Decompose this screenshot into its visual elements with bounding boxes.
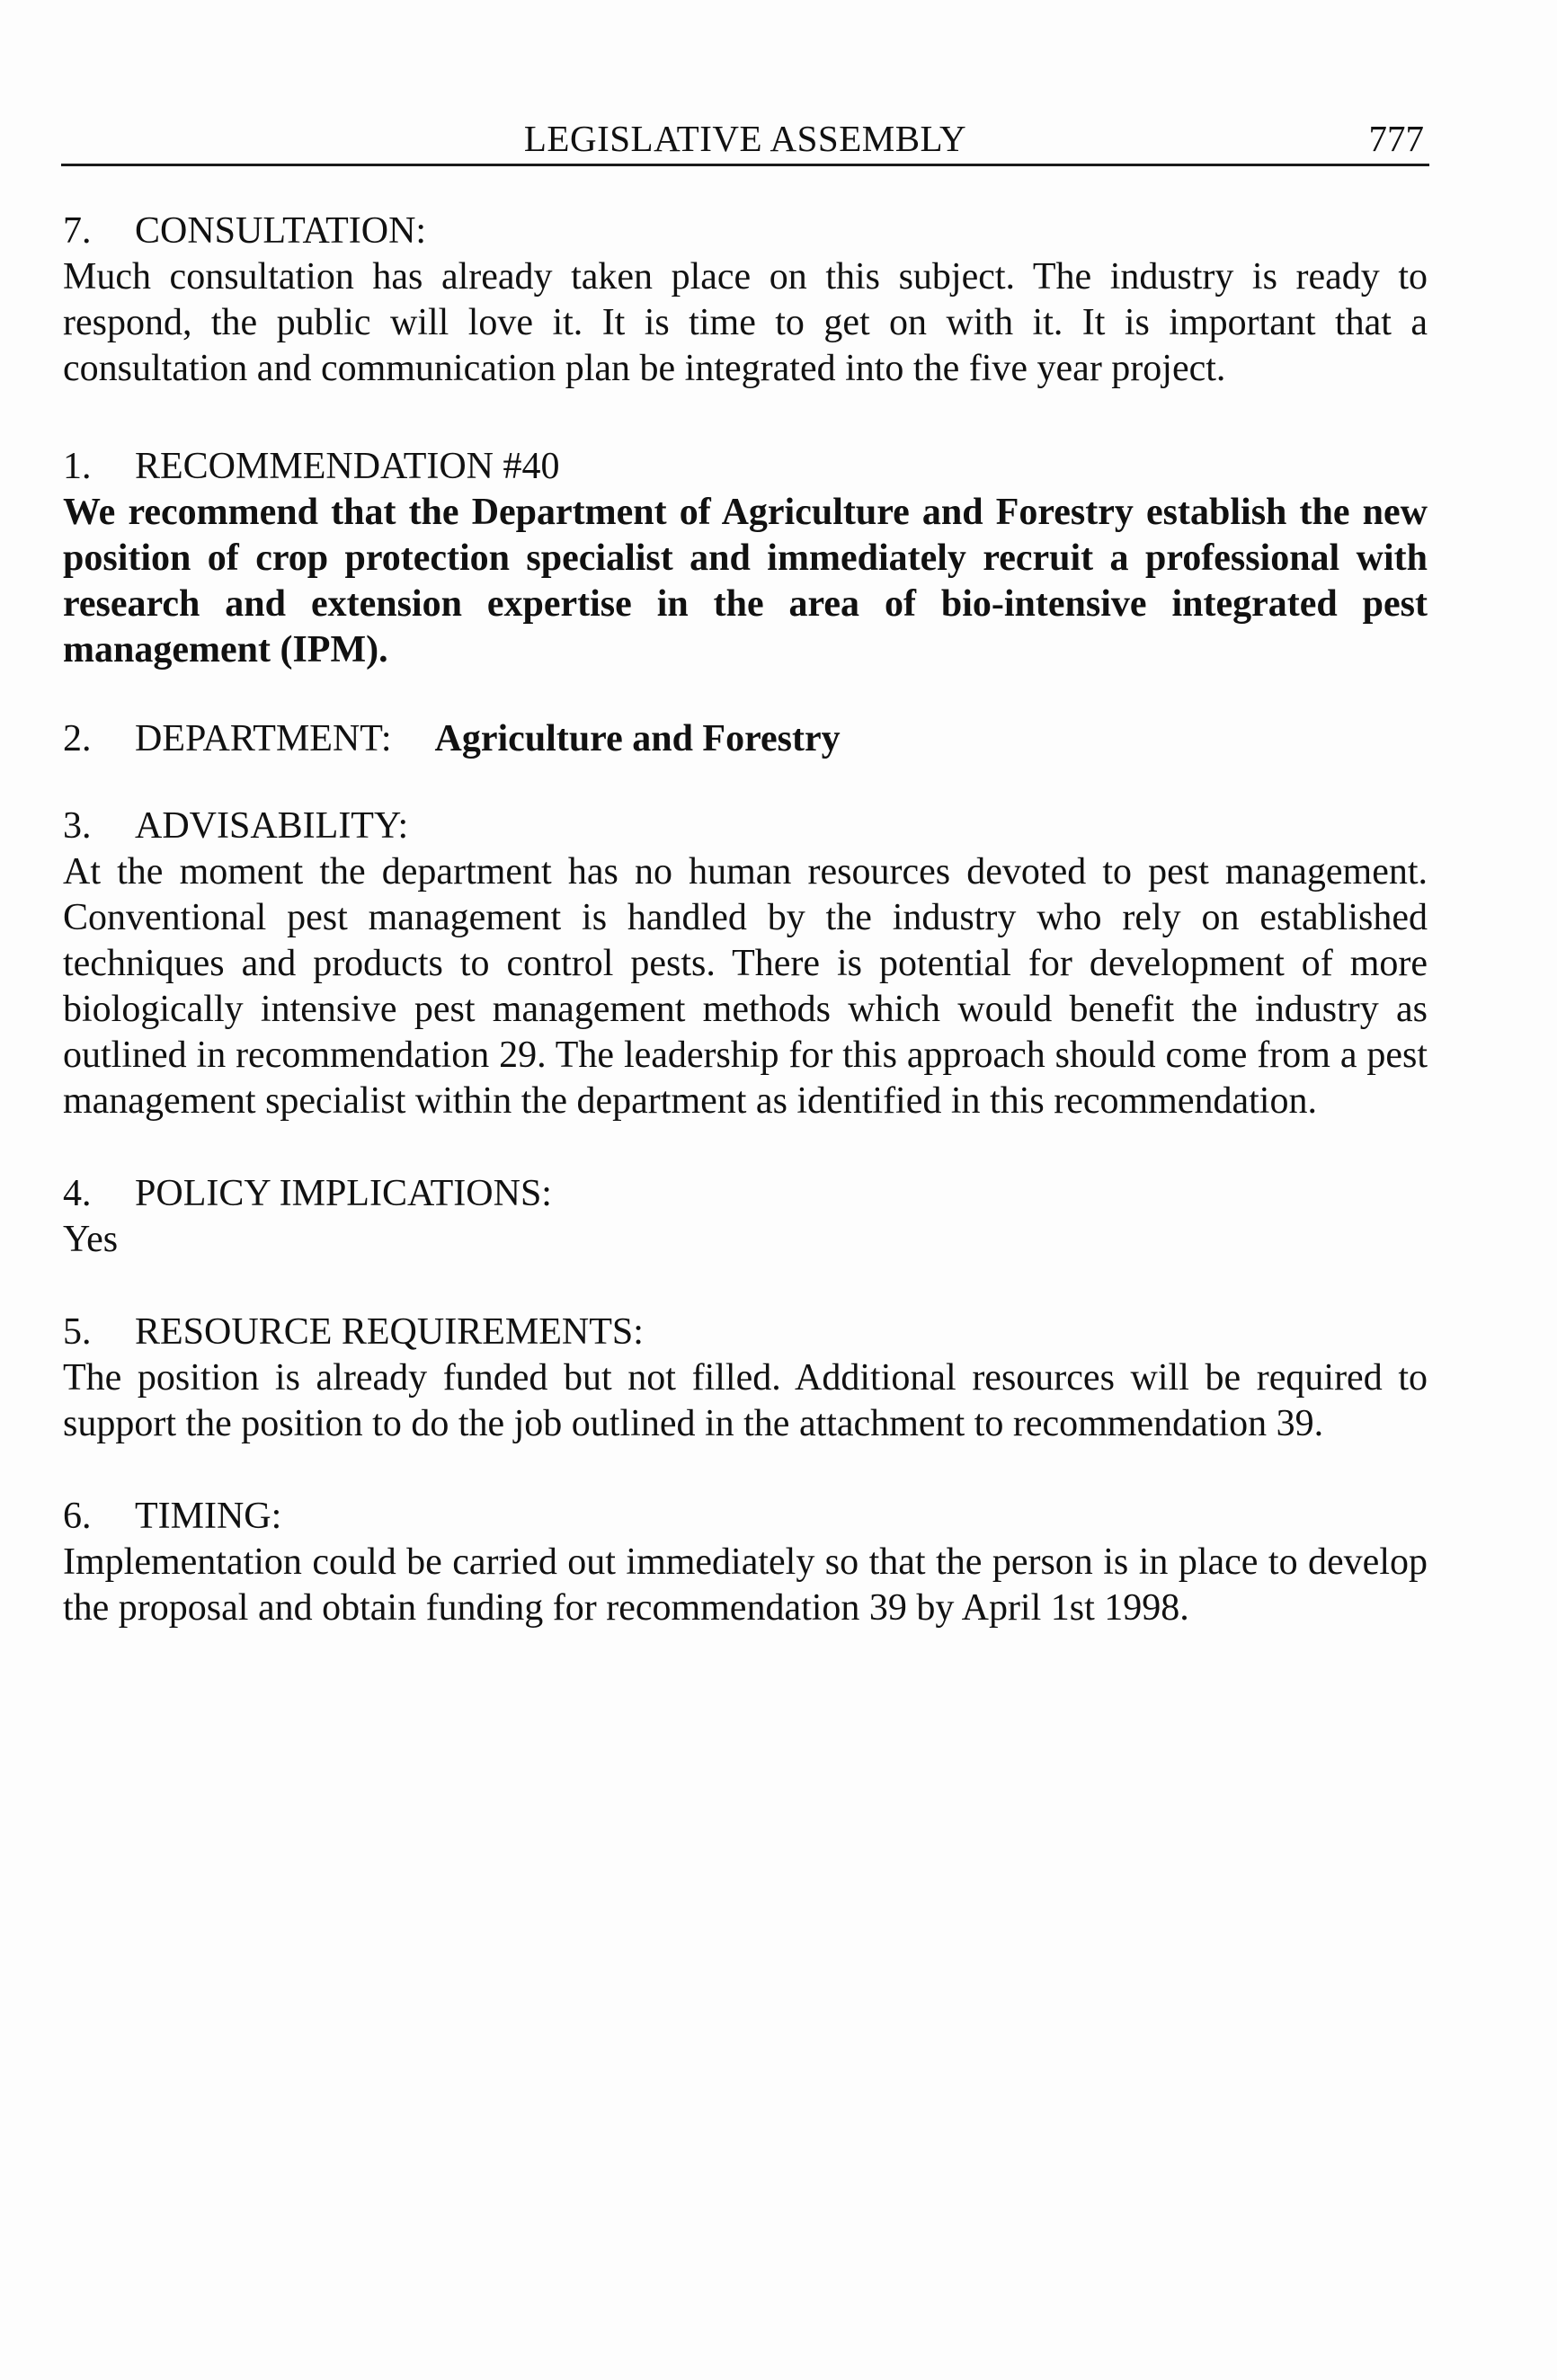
header-title: LEGISLATIVE ASSEMBLY xyxy=(523,118,967,159)
section-text: Yes xyxy=(63,1219,119,1260)
section-text: Much consultation has already taken place on this subject. The industry is ready to respond, the public will love it. It is time to get on with it. It is important that a consultation and communication plan be integrated into the five year project. xyxy=(63,256,1428,389)
section-department xyxy=(63,716,1428,762)
section-resources xyxy=(63,1310,1428,1447)
section-number: 3. xyxy=(63,805,92,847)
section-heading xyxy=(63,1494,1428,1540)
section-heading xyxy=(63,716,1428,762)
section-text: Implementation could be carried out immediately so that the person is in place to develop the proposal and obtain funding for recommendation 39 by April 1st 1998. xyxy=(63,1541,1428,1629)
recommendation-text: We recommend that the Department of Agriculture and Forestry establish the new position of crop protection specialist and immediately recruit a professional with research and extension expertise in the area of bio-intensive integrated pest management (IPM). xyxy=(63,492,1428,670)
section-title: RECOMMENDATION #40 xyxy=(135,446,560,487)
section-title: RESOURCE REQUIREMENTS: xyxy=(135,1311,644,1353)
department-value: Agriculture and Forestry xyxy=(434,718,841,759)
section-policy xyxy=(63,1171,1428,1263)
page-number: 777 xyxy=(1368,118,1424,159)
section-text: At the moment the department has no human resources devoted to pest management. Conventional pest management is handled by the industry who rely on established techniques and products to control pests. There is potential for development of more biologically intensive pest management methods which would benefit the industry as outlined in recommendation 29. The leadership for this approach should come from a pest management specialist within the department as identified in this recommendation. xyxy=(63,851,1428,1122)
section-heading xyxy=(63,1310,1428,1355)
section-title: POLICY IMPLICATIONS: xyxy=(135,1173,552,1214)
section-number: 2. xyxy=(63,718,92,759)
section-recommendation xyxy=(63,444,1428,673)
section-heading xyxy=(63,209,1428,254)
section-title: ADVISABILITY: xyxy=(135,805,409,847)
section-heading xyxy=(63,1171,1428,1217)
section-number: 5. xyxy=(63,1311,92,1353)
section-consultation xyxy=(63,209,1428,392)
document-body xyxy=(63,209,1428,1631)
section-title: TIMING: xyxy=(135,1496,282,1537)
section-text: The position is already funded but not filled. Additional resources will be required to support the position to do the job outlined in the attachment to recommendation 39. xyxy=(63,1357,1428,1444)
section-title: CONSULTATION: xyxy=(135,210,427,252)
section-advisability xyxy=(63,804,1428,1124)
section-number: 7. xyxy=(63,210,92,252)
section-timing xyxy=(63,1494,1428,1631)
running-header xyxy=(61,113,1429,166)
section-heading xyxy=(63,804,1428,849)
section-number: 6. xyxy=(63,1496,92,1537)
section-number: 1. xyxy=(63,446,92,487)
section-heading xyxy=(63,444,1428,490)
section-number: 4. xyxy=(63,1173,92,1214)
section-title: DEPARTMENT: xyxy=(135,718,392,759)
